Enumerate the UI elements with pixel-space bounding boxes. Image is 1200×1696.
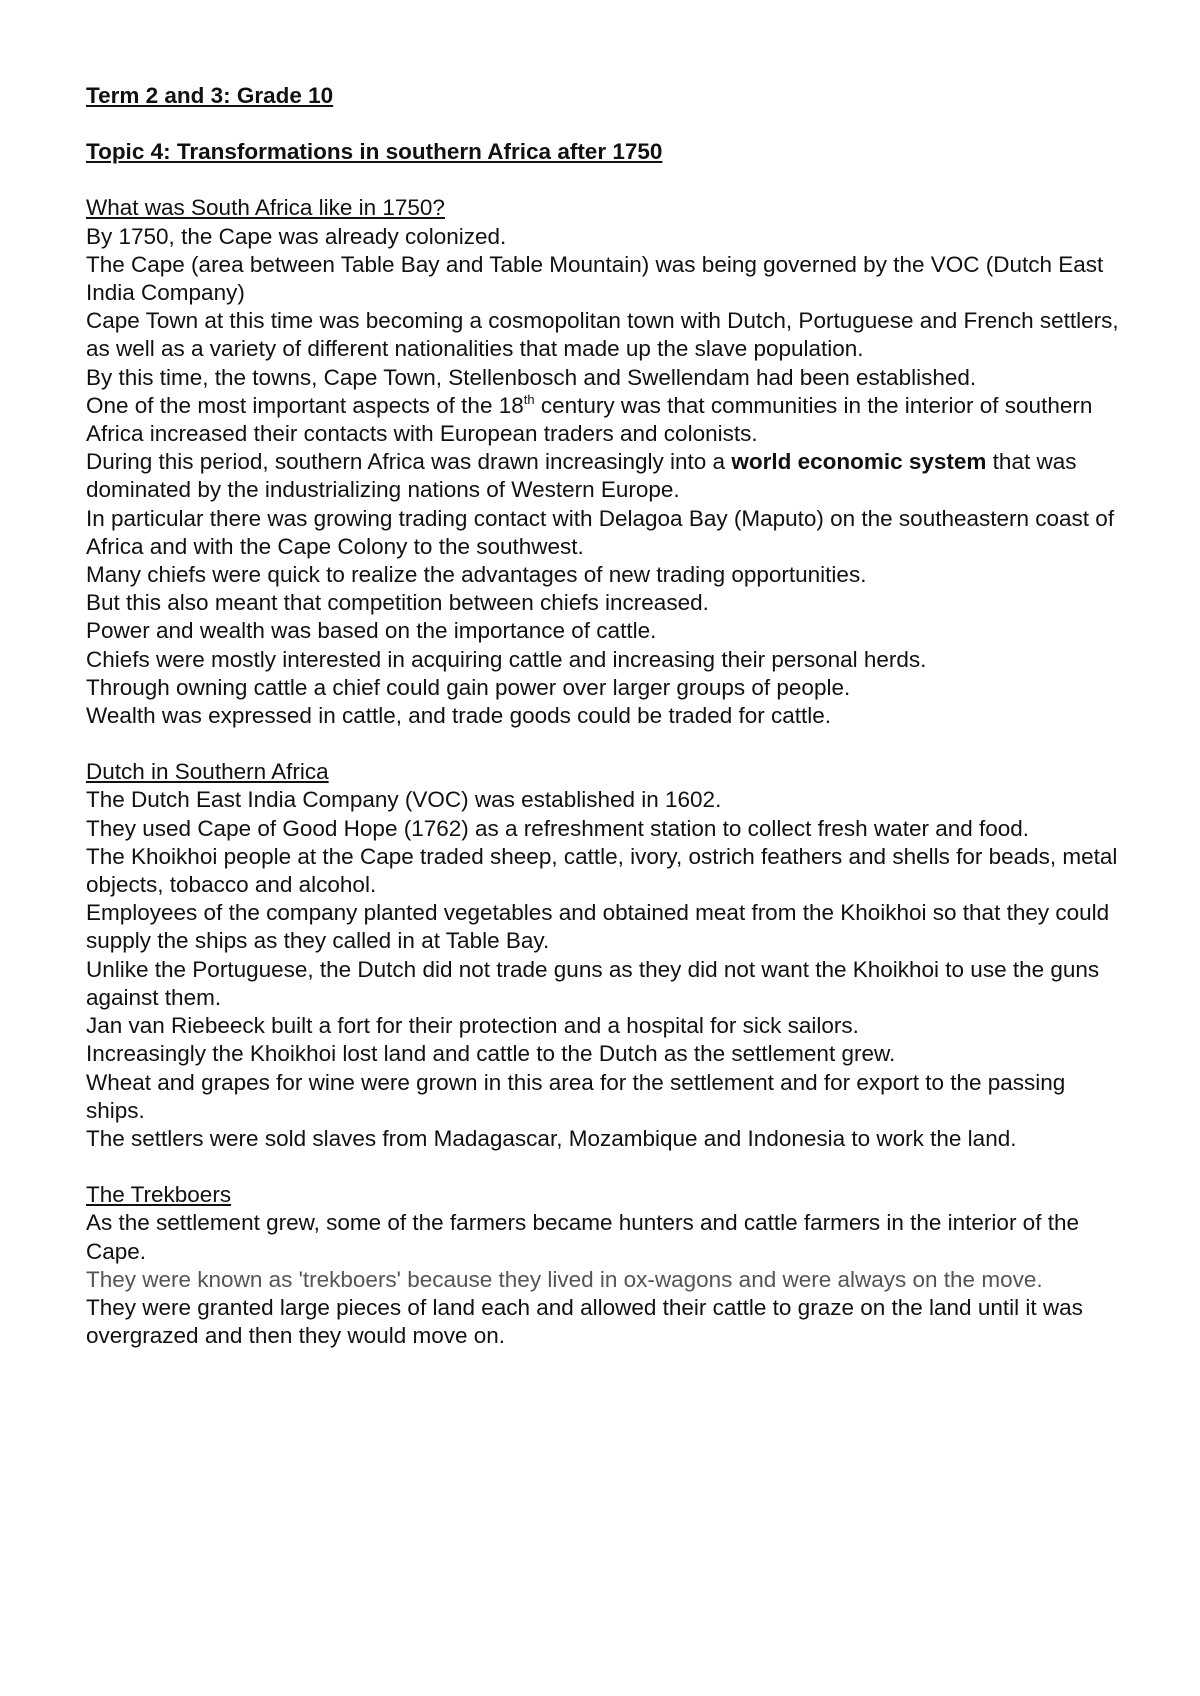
paragraph: In particular there was growing trading contact with Delagoa Bay (Maputo) on the southeastern coast of Africa and with the Cape Colony to the southwest. — [86, 505, 1115, 559]
topic-heading: Topic 4: Transformations in southern Africa after 1750 — [86, 139, 663, 165]
paragraph: Wealth was expressed in cattle, and trade goods could be traded for cattle. — [86, 703, 832, 729]
section-trekboers — [86, 1181, 1126, 1350]
paragraph: They were known as 'trekboers' because they lived in ox-wagons and were always on the move. — [86, 1266, 1043, 1292]
paragraph-text: During this period, southern Africa was drawn increasingly into a — [86, 449, 732, 475]
paragraph-text: One of the most important aspects of the 18 — [86, 392, 524, 418]
paragraph: Many chiefs were quick to realize the advantages of new trading opportunities. — [86, 562, 867, 588]
paragraph: They used Cape of Good Hope (1762) as a refreshment station to collect fresh water and food. — [86, 815, 1030, 841]
paragraph: The settlers were sold slaves from Madagascar, Mozambique and Indonesia to work the land. — [86, 1125, 1017, 1151]
paragraph: But this also meant that competition between chiefs increased. — [86, 590, 709, 616]
paragraph: Wheat and grapes for wine were grown in this area for the settlement and for export to the passing ships. — [86, 1069, 1066, 1123]
paragraph: The Khoikhoi people at the Cape traded sheep, cattle, ivory, ostrich feathers and shells for beads, metal objects, tobacco and alcohol. — [86, 843, 1118, 898]
paragraph: Through owning cattle a chief could gain power over larger groups of people. — [86, 674, 851, 700]
paragraph: The Dutch East India Company (VOC) was established in 1602. — [86, 787, 722, 813]
paragraph: By this time, the towns, Cape Town, Stellenbosch and Swellendam had been established. — [86, 364, 977, 390]
document-page — [86, 82, 1126, 1350]
document-title: Term 2 and 3: Grade 10 — [86, 83, 334, 108]
paragraph: Power and wealth was based on the importance of cattle. — [86, 618, 657, 644]
paragraph: They were granted large pieces of land each and allowed their cattle to graze on the land until it was overgrazed and then they would move on. — [86, 1294, 1083, 1349]
section-heading: What was South Africa like in 1750? — [86, 195, 445, 221]
paragraph-text: that was dominated by the industrializing nations of Western Europe. — [86, 449, 1077, 503]
section-heading: The Trekboers — [86, 1182, 232, 1208]
section-dutch-in-southern-africa — [86, 758, 1126, 1153]
paragraph: Cape Town at this time was becoming a cosmopolitan town with Dutch, Portuguese and French settlers, as well as a variety of different nationalities that made up the slave population. — [86, 308, 1119, 362]
paragraph — [86, 392, 1126, 448]
paragraph: As the settlement grew, some of the farmers became hunters and cattle farmers in the interior of the Cape. — [86, 1210, 1079, 1264]
section-heading: Dutch in Southern Africa — [86, 759, 329, 785]
paragraph: Unlike the Portuguese, the Dutch did not trade guns as they did not want the Khoikhoi to use the guns against them. — [86, 956, 1100, 1010]
paragraph: By 1750, the Cape was already colonized. — [86, 223, 507, 249]
paragraph: Employees of the company planted vegetables and obtained meat from the Khoikhoi so that they could supply the ships as they called in at Table Bay. — [86, 900, 1110, 954]
superscript: th — [523, 391, 535, 407]
paragraph-text: century was that communities in the interior of southern Africa increased their contacts with European traders and colonists. — [86, 392, 1093, 447]
section-south-africa-1750 — [86, 194, 1126, 730]
paragraph: Chiefs were mostly interested in acquiring cattle and increasing their personal herds. — [86, 646, 927, 672]
paragraph: The Cape (area between Table Bay and Table Mountain) was being governed by the VOC (Dutch East India Company) — [86, 251, 1104, 306]
bold-term: world economic system — [731, 449, 987, 475]
paragraph — [86, 448, 1126, 504]
paragraph: Increasingly the Khoikhoi lost land and cattle to the Dutch as the settlement grew. — [86, 1041, 896, 1067]
paragraph: Jan van Riebeeck built a fort for their protection and a hospital for sick sailors. — [86, 1013, 859, 1039]
